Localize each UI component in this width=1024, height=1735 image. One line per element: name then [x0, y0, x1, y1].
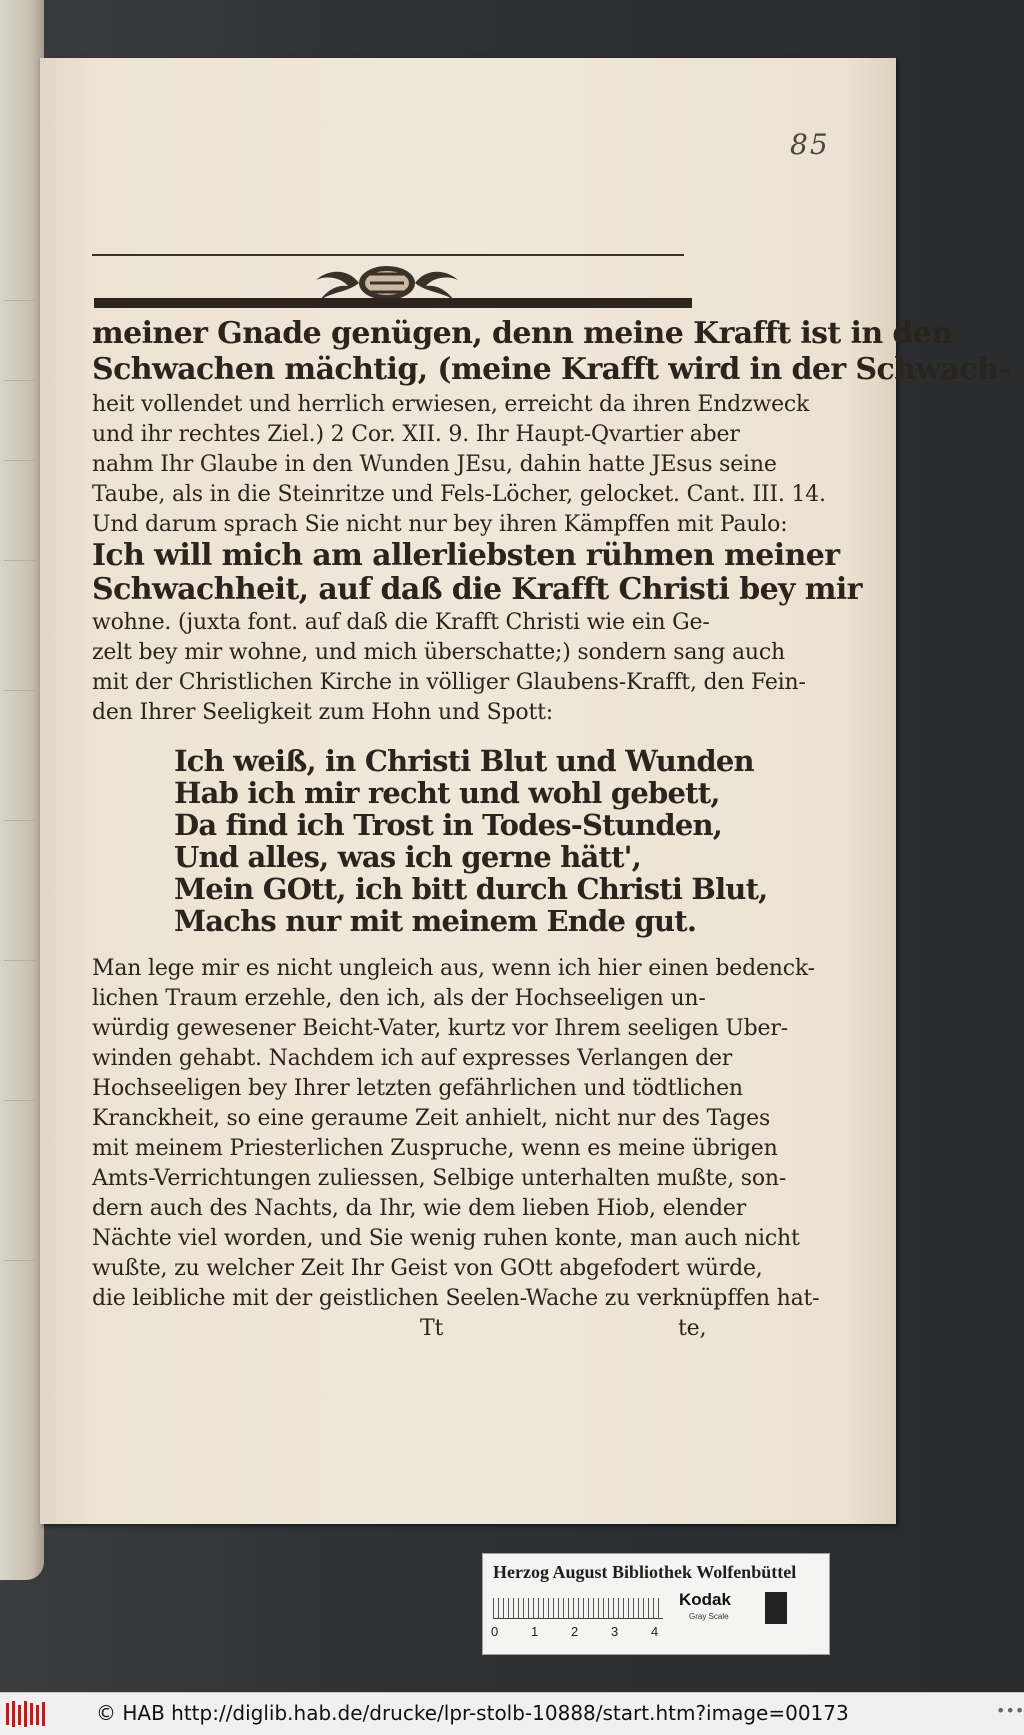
text-line: Schwachheit, auf daß die Krafft Christi bey mir	[92, 572, 862, 607]
more-menu-icon[interactable]: •••	[996, 1701, 1024, 1720]
verse-line: Mein GOtt, ich bitt durch Christi Blut,	[174, 872, 768, 906]
text-line: Hochseeligen bey Ihrer letzten gefährlichen und tödtlichen	[92, 1076, 743, 1101]
text-line: Taube, als in die Steinritze und Fels-Löcher, gelocket. Cant. III. 14.	[92, 482, 826, 507]
text-line: mit der Christlichen Kirche in völliger Glaubens-Krafft, den Fein-	[92, 670, 806, 695]
text-line: und ihr rechtes Ziel.) 2 Cor. XII. 9. Ihr Haupt-Qvartier aber	[92, 422, 740, 447]
text-line: heit vollendet und herrlich erwiesen, erreicht da ihren Endzweck	[92, 392, 810, 417]
text-line: Ich will mich am allerliebsten rühmen meiner	[92, 538, 840, 573]
text-line: die leibliche mit der geistlichen Seelen-Wache zu verknüpffen hat-	[92, 1286, 820, 1311]
text-line: Kranckheit, so eine geraume Zeit anhielt, nicht nur des Tages	[92, 1106, 771, 1131]
ornament-bar	[94, 298, 692, 308]
hab-logo-icon[interactable]	[4, 1699, 48, 1729]
header-rule	[92, 254, 684, 256]
text-line: winden gehabt. Nachdem ich auf expresses Verlangen der	[92, 1046, 733, 1071]
gray-scale-swatch	[765, 1592, 787, 1624]
ruler-number: 2	[571, 1624, 579, 1639]
ruler-number: 3	[611, 1624, 619, 1639]
text-line: wußte, zu welcher Zeit Ihr Geist von GOtt abgefodert würde,	[92, 1256, 763, 1281]
text-line: mit meinem Priesterlichen Zuspruche, wenn es meine übrigen	[92, 1136, 778, 1161]
footer-bar	[0, 1692, 1024, 1735]
library-scan-label	[482, 1553, 830, 1655]
catchword: te,	[678, 1316, 707, 1341]
text-line: dern auch des Nachts, da Ihr, wie dem lieben Hiob, elender	[92, 1196, 747, 1221]
text-line: Nächte viel worden, und Sie wenig ruhen konte, man auch nicht	[92, 1226, 800, 1251]
library-name: Herzog August Bibliothek Wolfenbüttel	[493, 1562, 797, 1582]
text-line: nahm Ihr Glaube in den Wunden JEsu, dahin hatte JEsus seine	[92, 452, 777, 477]
text-line: Und darum sprach Sie nicht nur bey ihren Kämpffen mit Paulo:	[92, 512, 788, 537]
text-line: wohne. (juxta font. auf daß die Krafft Christi wie ein Ge-	[92, 610, 710, 635]
kodak-logo: Kodak	[679, 1590, 731, 1609]
gray-scale-caption: Gray Scale	[689, 1612, 729, 1621]
text-line: würdig gewesener Beicht-Vater, kurtz vor Ihrem seeligen Uber-	[92, 1016, 788, 1041]
folio-number: 85	[790, 128, 830, 161]
signature-mark: Tt	[420, 1316, 444, 1341]
ruler-number: 0	[491, 1624, 499, 1639]
verse-line: Da find ich Trost in Todes-Stunden,	[174, 808, 723, 842]
verse-line: Machs nur mit meinem Ende gut.	[174, 904, 697, 938]
ruler-number: 4	[651, 1624, 659, 1639]
text-line: lichen Traum erzehle, den ich, als der Hochseeligen un-	[92, 986, 706, 1011]
text-line: zelt bey mir wohne, und mich überschatte;) sondern sang auch	[92, 640, 785, 665]
previous-page-edge	[0, 0, 44, 1580]
verse-line: Ich weiß, in Christi Blut und Wunden	[174, 744, 754, 778]
ruler-scale	[493, 1598, 663, 1619]
verse-line: Hab ich mir recht und wohl gebett,	[174, 776, 720, 810]
source-url-link[interactable]: © HAB http://diglib.hab.de/drucke/lpr-stolb-10888/start.htm?image=00173	[96, 1701, 849, 1725]
text-line: Schwachen mächtig, (meine Krafft wird in der Schwach-	[92, 352, 1011, 387]
ruler-number: 1	[531, 1624, 539, 1639]
text-line: Amts-Verrichtungen zuliessen, Selbige unterhalten mußte, son-	[92, 1166, 787, 1191]
text-line: den Ihrer Seeligkeit zum Hohn und Spott:	[92, 700, 553, 725]
text-line: Man lege mir es nicht ungleich aus, wenn ich hier einen bedenck-	[92, 956, 815, 981]
text-line: meiner Gnade genügen, denn meine Krafft ist in den	[92, 316, 953, 351]
verse-line: Und alles, was ich gerne hätt',	[174, 840, 642, 874]
